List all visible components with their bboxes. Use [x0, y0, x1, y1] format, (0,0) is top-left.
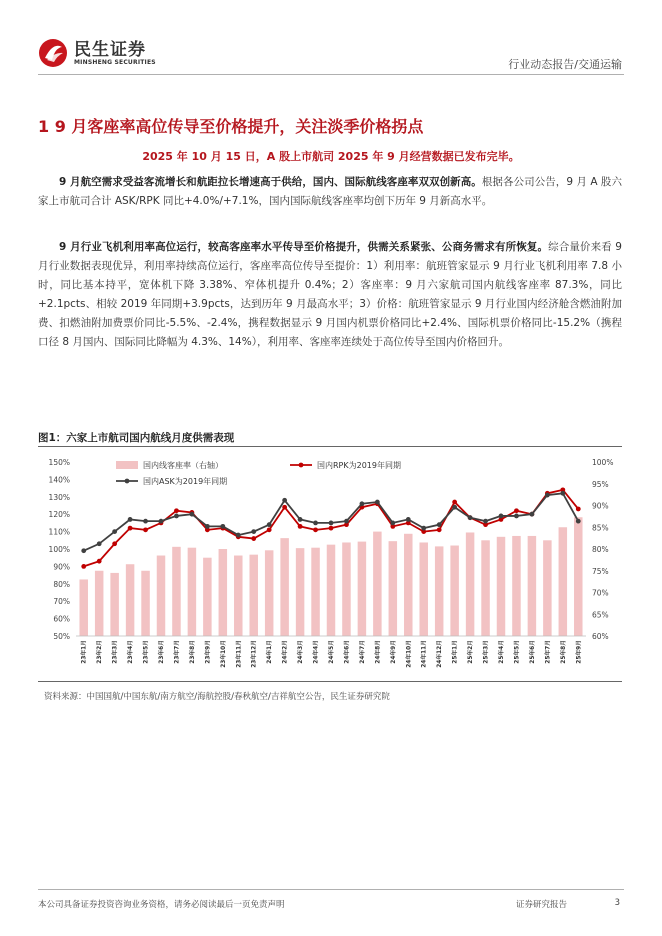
- point-ask: [360, 501, 365, 506]
- bar-load-factor: [188, 548, 197, 636]
- left-axis-tick: 110%: [48, 527, 70, 537]
- x-axis-tick: 23年2月: [97, 640, 104, 664]
- point-rpk: [514, 508, 519, 513]
- right-axis-tick: 75%: [592, 566, 609, 576]
- point-rpk: [313, 527, 318, 532]
- left-axis-tick: 120%: [48, 510, 70, 520]
- left-axis-tick: 90%: [53, 562, 70, 572]
- point-ask: [313, 521, 318, 526]
- bar-load-factor: [450, 546, 459, 636]
- x-axis-tick: 25年3月: [483, 640, 490, 664]
- x-axis-tick: 23年7月: [174, 640, 181, 664]
- paragraph-2-body: 综合量价来看 9 月行业数据表现优异，利用率持续高位运行，客座率高位传导至提价：1）利用率：航班管家显示 9 月行业飞机利用率 7.8 小时，同比基本持平，宽体机下降 3.38%、窄体机提升 0.4%；2）客座率：9 月六家航司国内航线客座率 87.3%，同比+2.1pcts、相较 2019 年同期+3.9pcts，达到历年 9 月最高水平；3）价格：航班管家显示 9 月行业国内经济舱含燃油附加费、扣燃油附加费票价同比-5.5%、-2.4%，携程数据显示 9 月国内机票价格同比+2.4%、国际机票价格同比-15.2%（携程口径 8 月国内、国际同比降幅为 4.3%、14%），利用率、客座率连续处于高位传导至国内价格回升。: [38, 241, 622, 348]
- point-ask: [390, 521, 395, 526]
- point-rpk: [437, 527, 442, 532]
- point-ask: [251, 529, 256, 534]
- bar-load-factor: [249, 555, 258, 636]
- point-ask: [344, 519, 349, 524]
- bar-load-factor: [327, 545, 336, 636]
- date-statement: 2025 年 10 月 15 日，A 股上市航司 2025 年 9 月经营数据已发布完毕。: [142, 150, 520, 163]
- left-axis-tick: 150%: [48, 458, 70, 467]
- bar-load-factor: [512, 536, 521, 636]
- left-axis-tick: 70%: [53, 597, 70, 607]
- section-title: 1 9 月客座率高位传导至价格提升，关注淡季价格拐点: [38, 117, 424, 136]
- bar-load-factor: [172, 547, 181, 636]
- bar-load-factor: [110, 573, 119, 636]
- x-axis-tick: 25年7月: [545, 640, 552, 664]
- right-axis-tick: 95%: [592, 479, 609, 489]
- report-category: 行业动态报告/交通运输: [508, 58, 622, 71]
- point-ask: [236, 533, 241, 538]
- point-ask: [143, 519, 148, 524]
- point-ask: [406, 517, 411, 522]
- left-axis-tick: 100%: [48, 545, 70, 554]
- footer-divider: [38, 889, 624, 890]
- bar-load-factor: [389, 541, 398, 636]
- right-axis-tick: 60%: [592, 632, 609, 641]
- bar-load-factor: [280, 538, 289, 636]
- x-axis-tick: 23年11月: [236, 640, 243, 668]
- bar-load-factor: [481, 540, 490, 636]
- point-ask: [112, 529, 117, 534]
- x-axis-tick: 23年9月: [205, 640, 212, 664]
- bar-load-factor: [419, 542, 428, 636]
- right-axis-tick: 70%: [592, 588, 609, 598]
- x-axis-tick: 25年4月: [499, 640, 505, 664]
- legend-label-load-factor: 国内线客座率（右轴）: [143, 461, 223, 470]
- x-axis-tick: 24年4月: [313, 640, 320, 664]
- footer-disclaimer: 本公司具备证券投资咨询业务资格，请务必阅读最后一页免责声明: [38, 900, 285, 910]
- point-rpk: [143, 527, 148, 532]
- x-axis-tick: 25年1月: [452, 640, 459, 664]
- x-axis-tick: 23年1月: [81, 640, 88, 664]
- bar-load-factor: [373, 532, 382, 636]
- minsheng-logo-icon: [38, 38, 68, 68]
- bar-load-factor: [157, 556, 166, 636]
- point-ask: [174, 514, 179, 519]
- point-ask: [159, 519, 164, 524]
- bar-load-factor: [404, 534, 413, 636]
- point-rpk: [576, 507, 581, 512]
- point-ask: [530, 512, 535, 517]
- supply-demand-chart: [38, 448, 622, 678]
- right-axis-tick: 85%: [592, 523, 609, 533]
- bar-load-factor: [574, 517, 583, 636]
- x-axis-tick: 23年3月: [112, 640, 119, 664]
- point-rpk: [128, 526, 133, 531]
- x-axis-tick: 24年11月: [421, 640, 428, 668]
- figure-bottom-rule: [38, 681, 622, 682]
- point-rpk: [174, 508, 179, 513]
- bar-load-factor: [435, 546, 444, 636]
- bar-load-factor: [126, 564, 135, 636]
- x-axis-tick: 25年5月: [514, 640, 521, 664]
- point-ask: [421, 526, 426, 531]
- right-axis-tick: 100%: [592, 458, 614, 467]
- x-axis-tick: 24年7月: [359, 640, 366, 664]
- x-axis-tick: 24年6月: [344, 640, 351, 664]
- bar-load-factor: [466, 532, 475, 636]
- left-axis-tick: 140%: [48, 475, 70, 485]
- point-rpk: [81, 564, 86, 569]
- bar-load-factor: [311, 548, 320, 636]
- legend-swatch-load-factor: [116, 461, 138, 469]
- x-axis-tick: 25年8月: [560, 640, 567, 664]
- point-ask: [483, 519, 488, 524]
- point-ask: [452, 505, 457, 510]
- point-ask: [190, 512, 195, 517]
- footer-report-type: 证券研究报告: [516, 900, 568, 910]
- x-axis-tick: 24年9月: [390, 640, 397, 664]
- left-axis-tick: 130%: [48, 492, 70, 502]
- bar-load-factor: [141, 571, 150, 636]
- x-axis-tick: 23年5月: [143, 640, 150, 664]
- right-axis-tick: 80%: [592, 545, 609, 554]
- x-axis-tick: 24年2月: [282, 640, 289, 664]
- point-ask: [81, 548, 86, 553]
- left-axis-tick: 80%: [53, 579, 70, 589]
- bar-load-factor: [543, 540, 552, 636]
- paragraph-2-lead: 9 月行业飞机利用率高位运行，较高客座率水平传导至价格提升，供需关系紧张、公商务需求有所恢复。: [59, 241, 549, 253]
- point-ask: [514, 514, 519, 519]
- header-divider: [38, 74, 624, 75]
- point-ask: [298, 517, 303, 522]
- paragraph-1-lead: 9 月航空需求受益客流增长和航距拉长增速高于供给，国内、国际航线客座率双双创新高。: [59, 176, 482, 188]
- bar-load-factor: [234, 556, 243, 636]
- bar-load-factor: [342, 542, 351, 636]
- point-rpk: [298, 524, 303, 529]
- x-axis-tick: 24年10月: [406, 640, 413, 668]
- x-axis-tick: 24年1月: [267, 640, 274, 664]
- point-ask: [437, 522, 442, 527]
- legend-label-rpk: 国内RPK为2019年同期: [317, 461, 401, 470]
- x-axis-tick: 23年4月: [128, 640, 135, 664]
- right-axis-tick: 90%: [592, 501, 609, 511]
- point-rpk: [251, 536, 256, 541]
- left-axis-tick: 60%: [53, 614, 70, 624]
- point-ask: [282, 498, 287, 503]
- x-axis-tick: 24年5月: [329, 640, 335, 664]
- paragraph-2: [38, 238, 622, 352]
- point-rpk: [329, 526, 334, 531]
- point-ask: [499, 514, 504, 519]
- bar-load-factor: [528, 536, 537, 636]
- point-rpk: [112, 541, 117, 546]
- bar-load-factor: [95, 571, 104, 636]
- left-axis-tick: 50%: [53, 632, 70, 641]
- bar-load-factor: [358, 542, 367, 636]
- figure-source: 资料来源：中国国航/中国东航/南方航空/海航控股/春秋航空/吉祥航空公告，民生证券研究院: [44, 692, 390, 702]
- x-axis-tick: 23年10月: [220, 640, 227, 668]
- legend-marker-rpk: [299, 463, 304, 468]
- point-rpk: [282, 505, 287, 510]
- company-logo: [38, 38, 156, 68]
- x-axis-tick: 25年9月: [576, 640, 583, 664]
- paragraph-1-body: 根据各公司公告，9 月 A 股六家上市航司合计 ASK/RPK 同比+4.0%/+7.1%，国内国际航线客座率均创下历年 9 月新高水平。: [38, 176, 622, 207]
- x-axis-tick: 23年12月: [251, 640, 258, 668]
- point-rpk: [452, 500, 457, 505]
- point-ask: [128, 517, 133, 522]
- logo-english-name: MINSHENG SECURITIES: [74, 58, 156, 66]
- page-number: 3: [614, 898, 620, 908]
- x-axis-tick: 24年12月: [437, 640, 444, 668]
- point-ask: [329, 521, 334, 526]
- x-axis-tick: 25年2月: [468, 640, 475, 664]
- point-rpk: [267, 527, 272, 532]
- point-rpk: [97, 559, 102, 564]
- bar-load-factor: [559, 527, 568, 636]
- right-axis-tick: 65%: [592, 610, 609, 620]
- point-ask: [220, 524, 225, 529]
- point-ask: [545, 493, 550, 498]
- point-ask: [267, 522, 272, 527]
- legend-marker-ask: [125, 479, 130, 484]
- bar-load-factor: [219, 549, 228, 636]
- bar-load-factor: [296, 548, 305, 636]
- x-axis-tick: 23年8月: [189, 640, 196, 664]
- point-ask: [97, 541, 102, 546]
- point-ask: [576, 519, 581, 524]
- x-axis-tick: 24年8月: [375, 640, 382, 664]
- logo-chinese-name: 民生证券: [74, 39, 146, 60]
- bar-load-factor: [203, 558, 212, 636]
- bar-load-factor: [497, 537, 506, 636]
- x-axis-tick: 23年6月: [159, 640, 165, 664]
- point-ask: [375, 500, 380, 505]
- bar-load-factor: [79, 579, 88, 636]
- x-axis-tick: 25年6月: [529, 640, 536, 664]
- paragraph-1: [38, 173, 622, 211]
- point-ask: [205, 524, 210, 529]
- x-axis-tick: 24年3月: [298, 640, 305, 664]
- point-ask: [560, 491, 565, 496]
- point-ask: [468, 515, 473, 520]
- legend-label-ask: 国内ASK为2019年同期: [143, 477, 228, 486]
- bar-load-factor: [265, 550, 274, 636]
- figure-top-rule: [38, 446, 622, 447]
- figure-title: 图1：六家上市航司国内航线月度供需表现: [38, 432, 235, 444]
